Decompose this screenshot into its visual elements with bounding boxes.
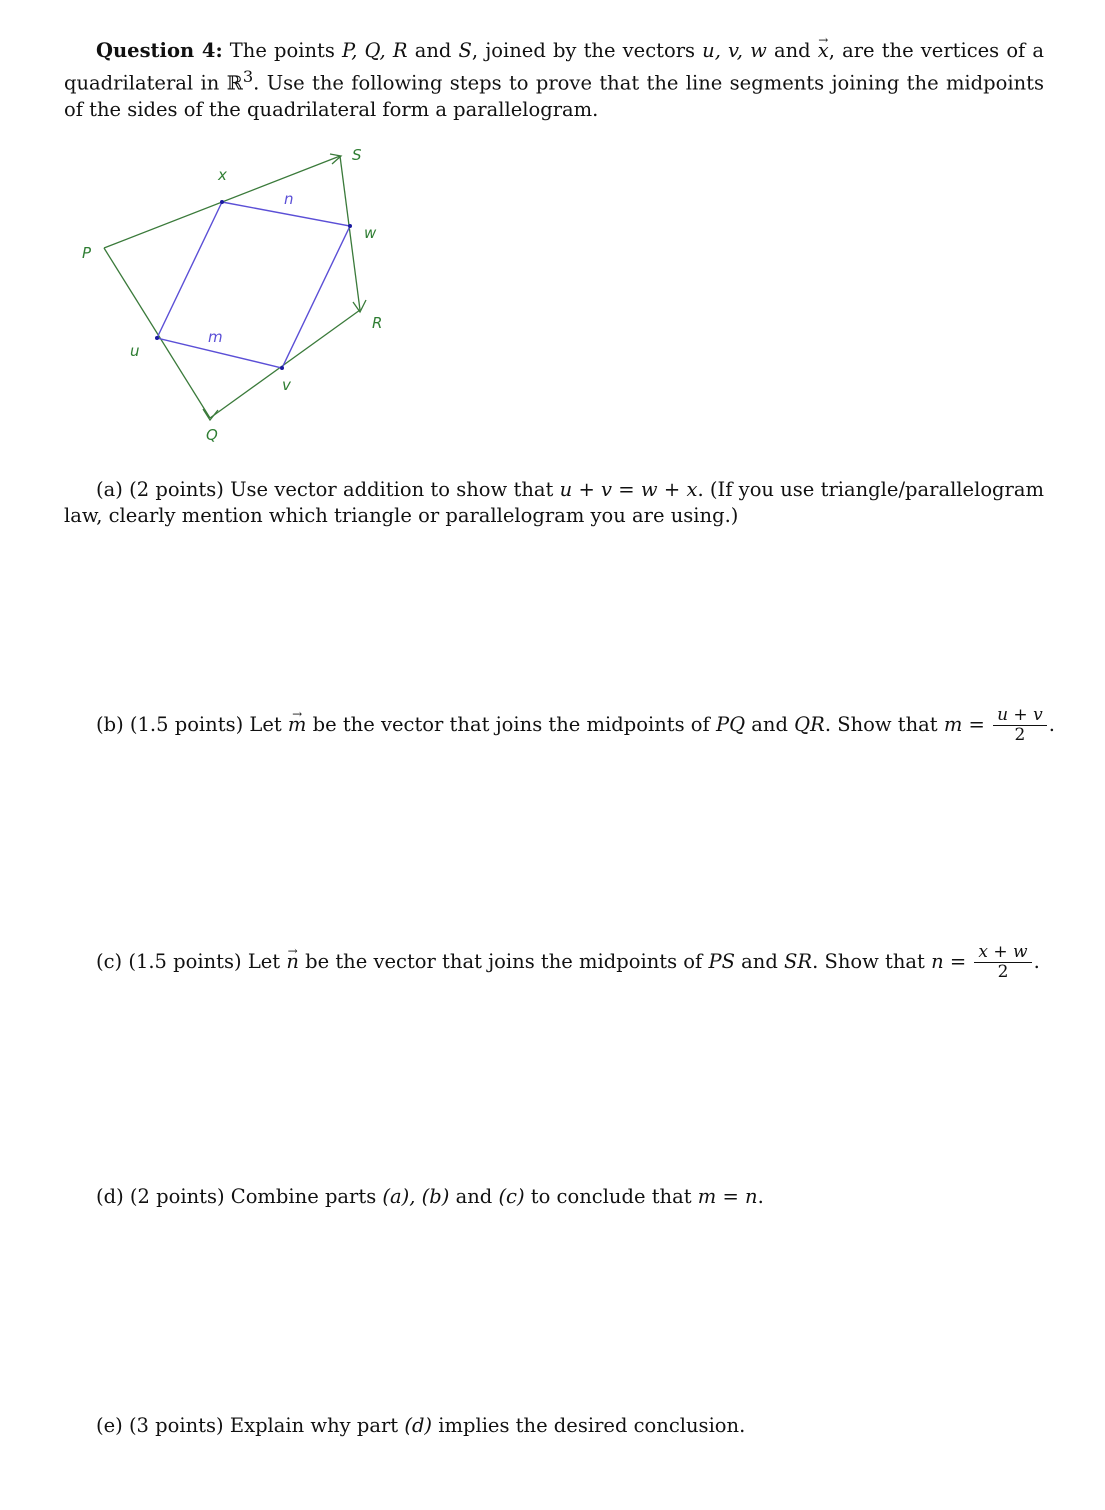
fraction-n: $\frac{x + w}{2}$ (974, 943, 1031, 982)
part-d-equation: m = n (697, 1185, 758, 1208)
vector-label-n: n (284, 190, 294, 208)
vector-label-w: w (364, 224, 377, 242)
vector-label-x: x (218, 166, 227, 184)
part-a-equation: u + v = w + x (559, 478, 698, 501)
vertex-label-s: S (352, 146, 362, 164)
part-d: (d) (2 points) Combine parts (a), (b) and (c) to conclude that m = n. (96, 1185, 764, 1208)
vector-label-v: v (282, 376, 291, 394)
part-a: (a) (2 points) Use vector addition to show that u + v = w + x. (If you use triangle/parallelogram law, clearly mention which triangle or parallelogram you are using.) (64, 478, 1044, 527)
side-w (340, 156, 360, 310)
side-v (210, 310, 360, 418)
question-statement: Question 4: The points P, Q, R and S, joined by the vectors u, v, w and → x, are the vertices of a quadrilateral in ℝ$^3$. Use the following steps to prove that the line segments joining the midpoints of the sides of the quadrilateral form a parallelogram. (64, 38, 1044, 123)
vertex-label-r: R (372, 314, 383, 332)
question-label: Question 4: (96, 39, 223, 62)
vector-label-m: m (208, 328, 223, 346)
side-u (104, 248, 210, 418)
vertex-label-p: P (82, 244, 92, 262)
quadrilateral-diagram (60, 130, 420, 460)
outer-quadrilateral (104, 154, 366, 420)
vector-label-u: u (130, 342, 140, 360)
space-symbol: ℝ (226, 71, 243, 95)
midpoint-parallelogram (157, 202, 350, 368)
part-b: (b) (1.5 points) Let → m be the vector that joins the midpoints of PQ and QR. Show that m = $\frac{u + v}{2}$ . (96, 706, 1055, 745)
fraction-m: $\frac{u + v}{2}$ (993, 706, 1047, 745)
vertex-label-q: Q (206, 426, 218, 444)
part-e: (e) (3 points) Explain why part (d) implies the desired conclusion. (96, 1414, 746, 1437)
part-c: (c) (1.5 points) Let → n be the vector that joins the midpoints of PS and SR. Show that n = $\frac{x + w}{2}$ . (96, 943, 1040, 982)
